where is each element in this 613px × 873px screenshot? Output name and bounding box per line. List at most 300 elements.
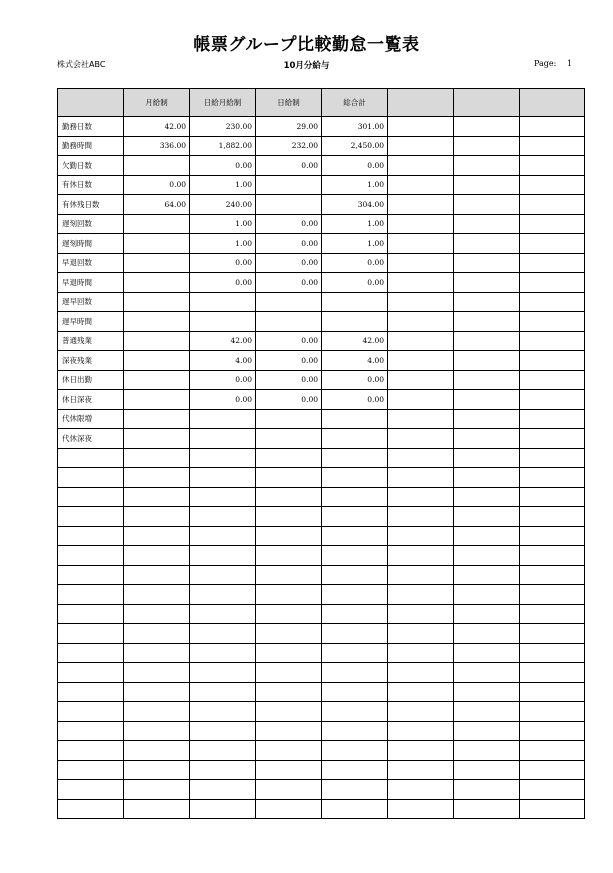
empty-cell [454,565,520,585]
table-cell: 1.00 [322,234,388,254]
empty-cell [520,702,585,722]
table-cell [256,409,322,429]
table-cell [454,370,520,390]
empty-cell [58,643,124,663]
table-row [58,253,585,273]
empty-table-row [58,721,585,741]
attendance-table [57,88,585,819]
table-cell [124,370,190,390]
table-row [58,409,585,429]
row-label: 勤務時間 [58,136,124,156]
empty-cell [256,585,322,605]
empty-cell [124,448,190,468]
table-cell [388,253,454,273]
table-cell: 232.00 [256,136,322,156]
table-row [58,351,585,371]
empty-cell [124,468,190,488]
empty-cell [388,487,454,507]
empty-cell [454,546,520,566]
empty-cell [322,546,388,566]
empty-cell [454,507,520,527]
empty-cell [388,780,454,800]
table-cell [388,292,454,312]
empty-cell [388,682,454,702]
empty-cell [520,526,585,546]
row-label: 遅刻回数 [58,214,124,234]
table-cell: 240.00 [190,195,256,215]
empty-table-row [58,604,585,624]
empty-cell [388,604,454,624]
empty-cell [256,741,322,761]
table-cell [256,195,322,215]
table-cell [454,175,520,195]
table-cell [454,253,520,273]
table-cell [388,409,454,429]
table-cell: 301.00 [322,117,388,137]
table-cell [190,409,256,429]
table-cell [454,351,520,371]
empty-cell [454,604,520,624]
empty-table-row [58,487,585,507]
table-row [58,312,585,332]
empty-cell [322,741,388,761]
empty-cell [520,624,585,644]
table-cell: 1.00 [190,234,256,254]
empty-cell [58,565,124,585]
empty-cell [388,585,454,605]
empty-cell [124,507,190,527]
row-label: 代休限増 [58,409,124,429]
empty-cell [322,721,388,741]
empty-cell [388,721,454,741]
empty-table-row [58,741,585,761]
empty-cell [388,741,454,761]
table-cell: 336.00 [124,136,190,156]
empty-cell [124,487,190,507]
table-row [58,214,585,234]
empty-cell [58,702,124,722]
table-cell [124,409,190,429]
table-cell [124,312,190,332]
empty-cell [190,702,256,722]
table-cell [520,331,585,351]
empty-table-row [58,760,585,780]
empty-table-row [58,546,585,566]
table-cell: 29.00 [256,117,322,137]
table-row [58,390,585,410]
report-title: 帳票グループ比較勤怠一覧表 [193,35,420,55]
empty-table-row [58,780,585,800]
table-cell [454,234,520,254]
empty-cell [58,799,124,819]
empty-cell [388,643,454,663]
table-cell [388,370,454,390]
empty-cell [124,585,190,605]
column-header: 日給制 [256,89,322,117]
table-cell: 0.00 [322,390,388,410]
empty-cell [256,799,322,819]
empty-cell [190,643,256,663]
empty-cell [520,663,585,683]
empty-cell [190,468,256,488]
empty-cell [454,721,520,741]
empty-cell [190,663,256,683]
empty-cell [454,468,520,488]
empty-cell [58,780,124,800]
empty-cell [256,507,322,527]
empty-cell [58,468,124,488]
empty-cell [454,585,520,605]
table-cell [454,117,520,137]
empty-cell [454,643,520,663]
table-cell [124,234,190,254]
empty-cell [124,799,190,819]
table-cell [520,351,585,371]
table-cell [124,214,190,234]
empty-cell [190,682,256,702]
table-cell: 230.00 [190,117,256,137]
empty-cell [388,546,454,566]
table-cell: 42.00 [322,331,388,351]
table-cell [124,331,190,351]
empty-table-row [58,624,585,644]
table-cell [388,390,454,410]
empty-cell [124,546,190,566]
empty-table-row [58,448,585,468]
table-cell: 0.00 [190,390,256,410]
empty-cell [520,643,585,663]
empty-cell [520,682,585,702]
table-row [58,292,585,312]
empty-cell [520,585,585,605]
table-cell [388,195,454,215]
table-cell [322,409,388,429]
table-cell: 304.00 [322,195,388,215]
empty-cell [454,526,520,546]
table-cell: 64.00 [124,195,190,215]
empty-cell [124,682,190,702]
table-cell: 1.00 [322,175,388,195]
empty-cell [388,799,454,819]
table-cell: 0.00 [322,370,388,390]
empty-cell [124,663,190,683]
row-label: 勤務日数 [58,117,124,137]
empty-cell [454,448,520,468]
table-cell [520,214,585,234]
empty-cell [190,624,256,644]
empty-cell [190,546,256,566]
empty-table-row [58,682,585,702]
empty-cell [256,682,322,702]
table-row [58,117,585,137]
empty-cell [520,780,585,800]
empty-cell [124,741,190,761]
table-row [58,175,585,195]
table-cell [124,390,190,410]
empty-table-row [58,702,585,722]
table-row [58,370,585,390]
table-cell [520,370,585,390]
table-cell: 42.00 [124,117,190,137]
empty-cell [58,663,124,683]
column-header [388,89,454,117]
table-cell: 0.00 [124,175,190,195]
empty-cell [58,507,124,527]
row-label: 遅早時間 [58,312,124,332]
empty-cell [190,487,256,507]
table-cell [388,234,454,254]
empty-table-row [58,585,585,605]
table-row [58,234,585,254]
empty-cell [388,565,454,585]
table-cell: 0.00 [256,234,322,254]
empty-cell [454,487,520,507]
column-header: 総合計 [322,89,388,117]
empty-cell [322,487,388,507]
row-label: 有休日数 [58,175,124,195]
table-cell [520,234,585,254]
empty-cell [256,663,322,683]
empty-cell [124,565,190,585]
empty-cell [124,721,190,741]
empty-cell [256,565,322,585]
empty-cell [322,702,388,722]
empty-cell [256,760,322,780]
table-cell [388,273,454,293]
table-cell: 4.00 [322,351,388,371]
table-row [58,273,585,293]
empty-cell [190,721,256,741]
row-label: 遅刻時間 [58,234,124,254]
table-cell [388,351,454,371]
empty-cell [388,624,454,644]
empty-cell [520,487,585,507]
empty-cell [322,468,388,488]
empty-cell [58,760,124,780]
empty-cell [388,448,454,468]
empty-cell [256,780,322,800]
table-cell [322,429,388,449]
table-cell [454,390,520,410]
table-cell: 0.00 [256,156,322,176]
empty-cell [190,526,256,546]
table-cell [388,156,454,176]
table-cell [454,273,520,293]
empty-cell [256,643,322,663]
table-cell [388,117,454,137]
table-cell: 1,882.00 [190,136,256,156]
table-cell: 0.00 [190,273,256,293]
empty-cell [322,624,388,644]
empty-table-row [58,663,585,683]
empty-cell [454,780,520,800]
empty-cell [388,702,454,722]
table-cell [520,156,585,176]
table-cell [256,312,322,332]
table-cell [388,312,454,332]
table-cell [454,136,520,156]
empty-cell [124,702,190,722]
empty-cell [454,760,520,780]
empty-cell [520,604,585,624]
empty-cell [58,487,124,507]
empty-cell [520,760,585,780]
table-row [58,429,585,449]
row-label: 休日深夜 [58,390,124,410]
table-cell [322,312,388,332]
empty-cell [124,643,190,663]
table-cell: 2,450.00 [322,136,388,156]
table-cell: 0.00 [256,390,322,410]
empty-cell [454,799,520,819]
table-cell [124,351,190,371]
table-cell [520,117,585,137]
empty-cell [322,585,388,605]
empty-cell [190,565,256,585]
table-cell [520,175,585,195]
table-cell: 0.00 [322,253,388,273]
table-cell [388,136,454,156]
empty-cell [190,741,256,761]
empty-cell [388,526,454,546]
table-cell [454,331,520,351]
empty-table-row [58,468,585,488]
table-cell: 0.00 [190,370,256,390]
row-label: 有休残日数 [58,195,124,215]
column-header [58,89,124,117]
empty-cell [520,507,585,527]
table-cell [454,409,520,429]
empty-cell [256,624,322,644]
table-row [58,156,585,176]
row-label: 早退時間 [58,273,124,293]
empty-cell [322,780,388,800]
empty-cell [190,604,256,624]
table-cell: 4.00 [190,351,256,371]
empty-cell [520,741,585,761]
empty-cell [520,448,585,468]
table-cell: 0.00 [322,156,388,176]
table-cell: 0.00 [190,253,256,273]
column-header: 月給制 [124,89,190,117]
empty-cell [58,624,124,644]
empty-cell [322,448,388,468]
empty-cell [388,760,454,780]
empty-cell [124,780,190,800]
table-cell [520,136,585,156]
empty-cell [454,682,520,702]
table-cell [520,312,585,332]
table-cell [454,312,520,332]
empty-cell [58,721,124,741]
empty-cell [256,487,322,507]
table-cell [520,409,585,429]
table-cell [256,429,322,449]
table-cell: 1.00 [190,214,256,234]
empty-cell [124,624,190,644]
table-cell [190,429,256,449]
empty-cell [322,507,388,527]
company-name: 株式会社ABC [57,60,106,69]
empty-cell [322,643,388,663]
table-cell [256,292,322,312]
empty-cell [58,741,124,761]
empty-cell [190,799,256,819]
row-label: 代休深夜 [58,429,124,449]
table-cell [388,214,454,234]
row-label: 欠勤日数 [58,156,124,176]
empty-cell [520,546,585,566]
empty-cell [190,507,256,527]
empty-cell [454,624,520,644]
empty-cell [256,702,322,722]
table-cell [124,156,190,176]
table-cell [520,273,585,293]
column-header [520,89,585,117]
table-cell [124,292,190,312]
empty-cell [58,682,124,702]
table-cell [520,292,585,312]
table-cell: 0.00 [322,273,388,293]
empty-cell [256,604,322,624]
table-cell: 0.00 [256,331,322,351]
table-cell: 1.00 [190,175,256,195]
empty-cell [322,663,388,683]
empty-cell [322,604,388,624]
table-cell [520,429,585,449]
table-cell [256,175,322,195]
empty-table-row [58,565,585,585]
empty-cell [256,468,322,488]
empty-cell [58,546,124,566]
table-cell [322,292,388,312]
table-cell [190,292,256,312]
empty-cell [388,468,454,488]
empty-cell [520,799,585,819]
column-header [454,89,520,117]
empty-cell [190,448,256,468]
table-cell [388,429,454,449]
empty-cell [124,760,190,780]
empty-cell [454,663,520,683]
table-cell [124,429,190,449]
table-cell: 0.00 [256,273,322,293]
table-cell: 42.00 [190,331,256,351]
empty-cell [58,604,124,624]
table-row [58,195,585,215]
table-cell: 0.00 [190,156,256,176]
column-header: 日給月給制 [190,89,256,117]
empty-cell [388,507,454,527]
empty-cell [256,526,322,546]
table-body [58,117,585,819]
empty-cell [454,741,520,761]
row-label: 深夜残業 [58,351,124,371]
empty-cell [124,526,190,546]
empty-cell [256,546,322,566]
payroll-period: 10月分給与 [283,61,330,71]
page-label: Page: [534,59,557,68]
empty-cell [190,760,256,780]
table-cell: 0.00 [256,253,322,273]
table-cell [454,292,520,312]
table-cell [520,390,585,410]
table-cell [454,214,520,234]
row-label: 早退回数 [58,253,124,273]
table-cell [388,175,454,195]
table-cell: 1.00 [322,214,388,234]
empty-cell [520,721,585,741]
